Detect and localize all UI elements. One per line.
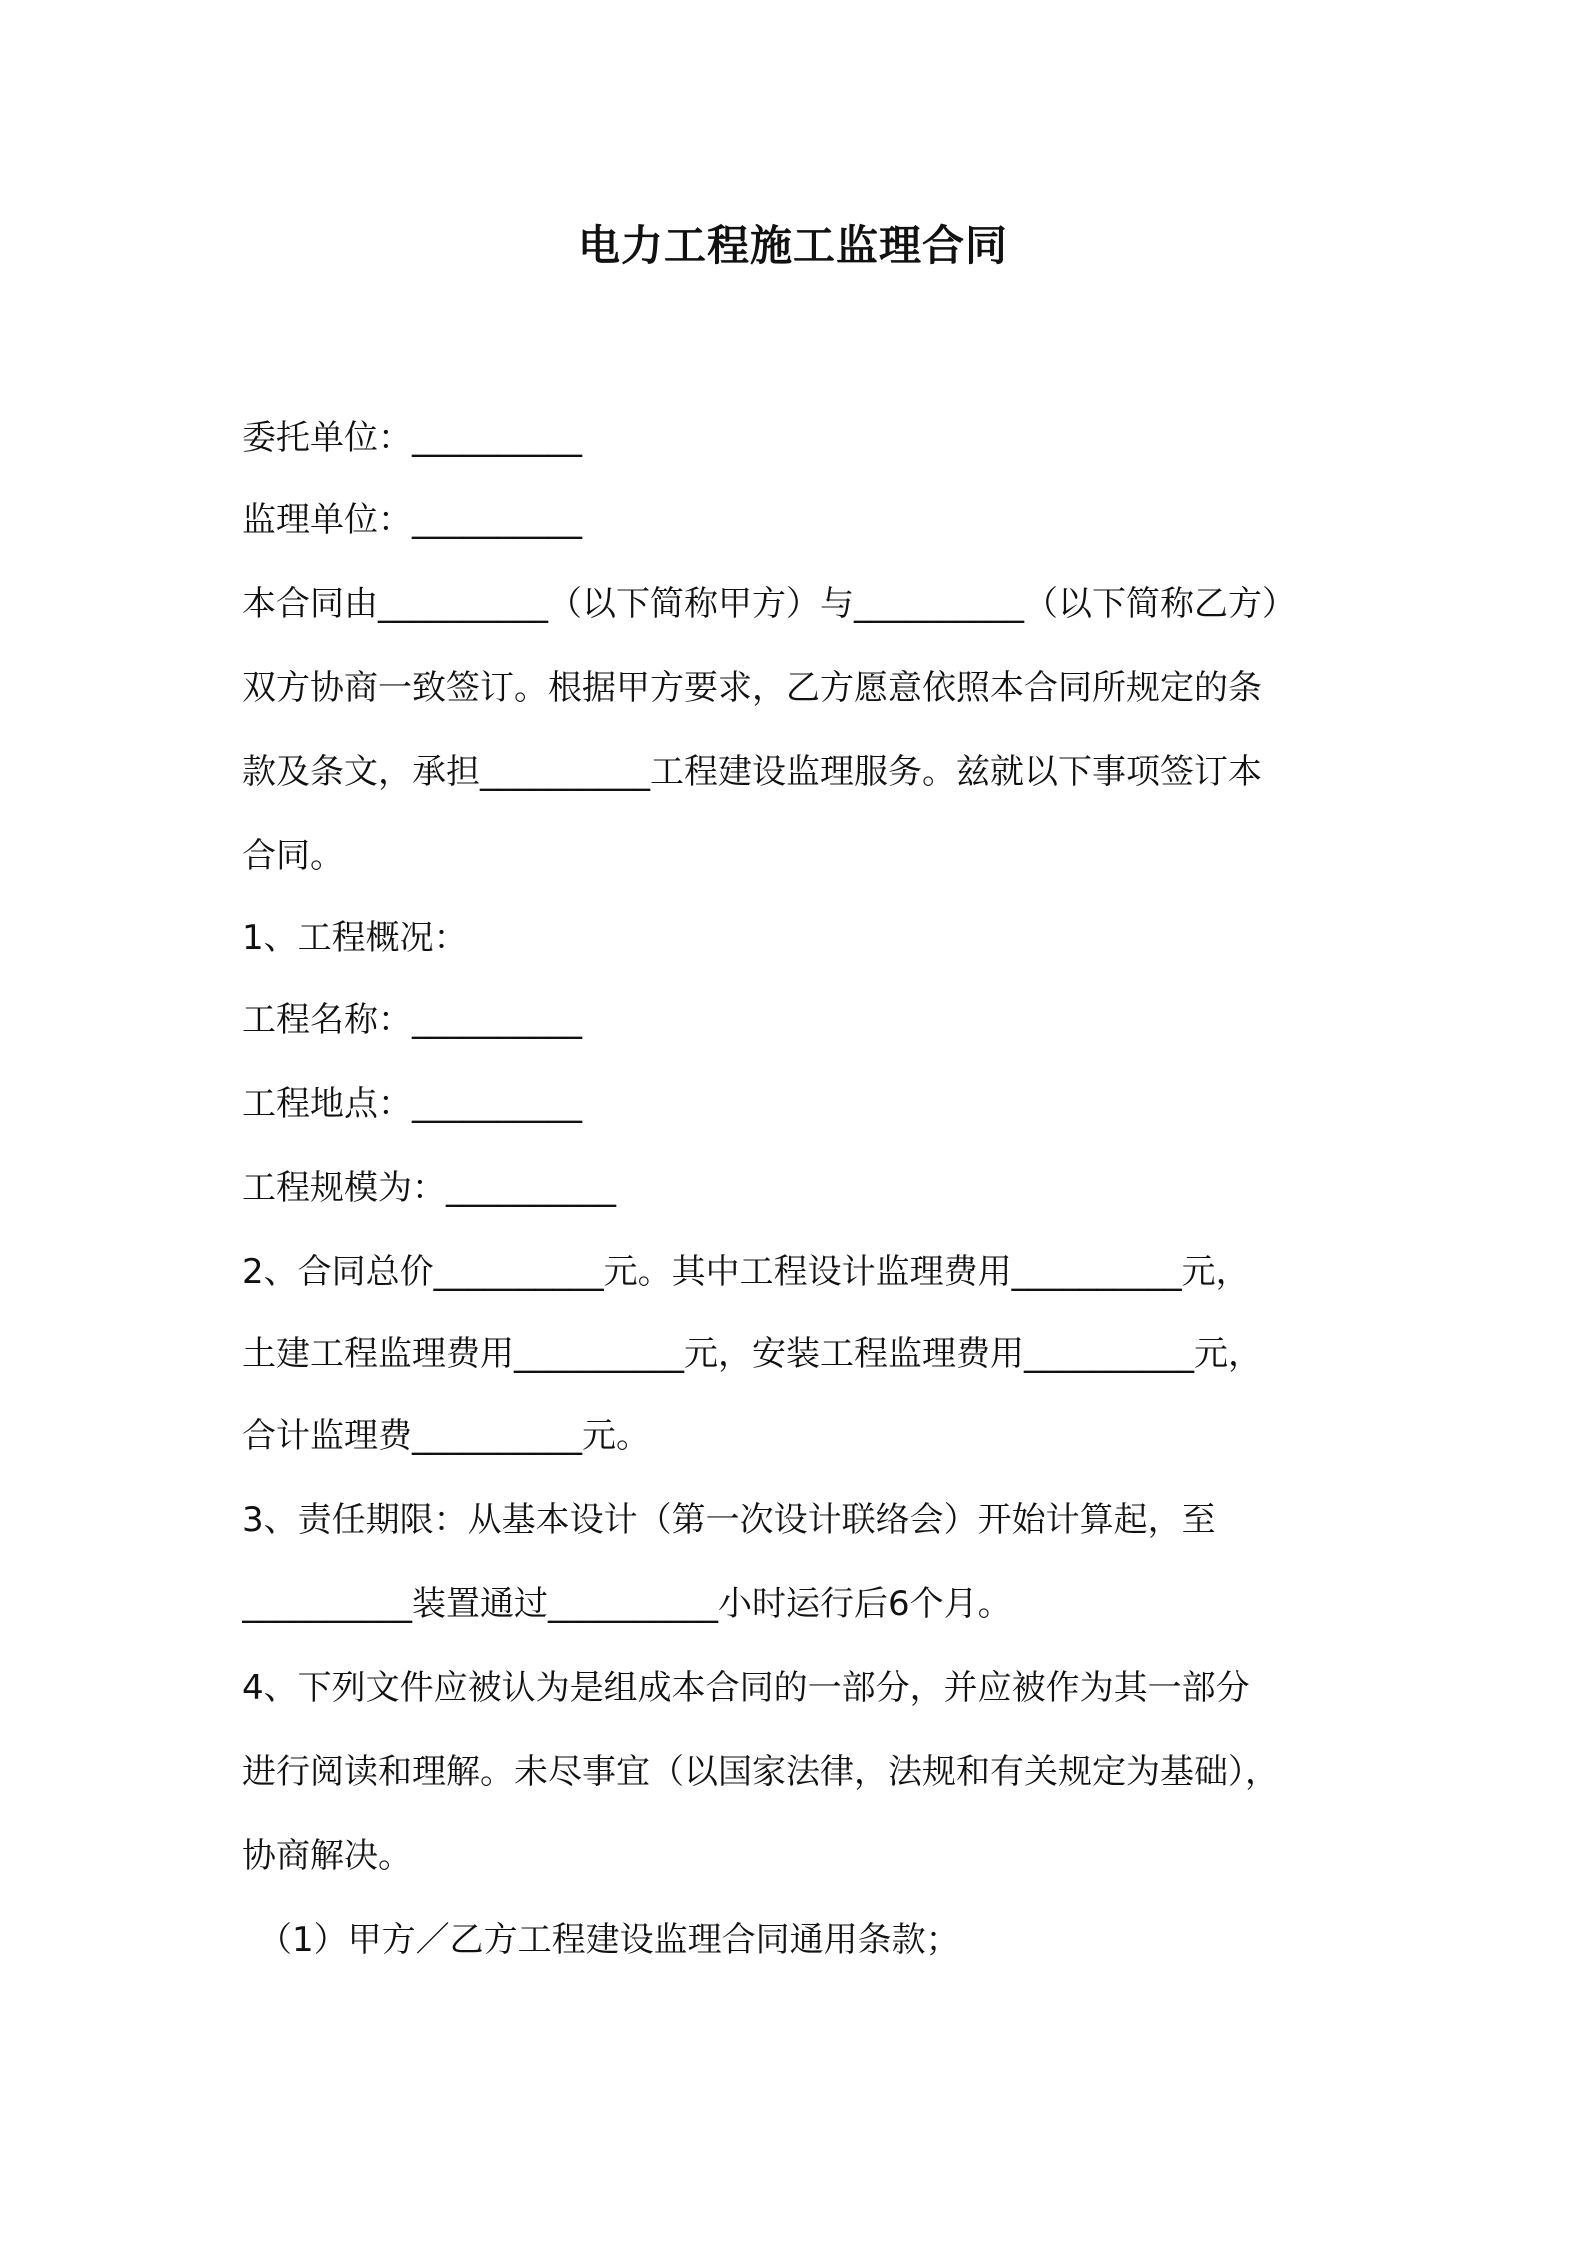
- project-scale-line: 工程规模为：__________: [242, 1168, 616, 1208]
- section-3-line-2: __________装置通过__________小时运行后6个月。: [242, 1584, 1012, 1624]
- client-unit-line: 委托单位：__________: [242, 418, 582, 458]
- subitem-1-line: （1）甲方／乙方工程建设监理合同通用条款；: [258, 1920, 960, 1960]
- section-3-line-1: 3、责任期限：从基本设计（第一次设计联络会）开始计算起，至: [242, 1500, 1216, 1540]
- document-title: 电力工程施工监理合同: [577, 221, 1008, 270]
- supervisor-unit-line: 监理单位：__________: [242, 500, 582, 540]
- section-4-line-3: 协商解决。: [242, 1836, 412, 1876]
- section-2-line-2: 土建工程监理费用__________元，安装工程监理费用__________元，: [242, 1334, 1262, 1374]
- section-1-heading: 1、工程概况：: [242, 918, 468, 958]
- intro-paragraph-line-3: 款及条文，承担__________工程建设监理服务。兹就以下事项签订本: [242, 752, 1262, 792]
- section-4-line-1: 4、下列文件应被认为是组成本合同的一部分，并应被作为其一部分: [242, 1668, 1250, 1708]
- intro-paragraph-line-1: 本合同由__________（以下简称甲方）与__________（以下简称乙方）: [242, 584, 1296, 624]
- intro-paragraph-line-4: 合同。: [242, 836, 344, 876]
- project-location-line: 工程地点：__________: [242, 1084, 582, 1124]
- intro-paragraph-line-2: 双方协商一致签订。根据甲方要求，乙方愿意依照本合同所规定的条: [242, 668, 1262, 708]
- section-4-line-2: 进行阅读和理解。未尽事宜（以国家法律，法规和有关规定为基础），: [242, 1752, 1279, 1792]
- section-2-line-1: 2、合同总价__________元。其中工程设计监理费用__________元，: [242, 1252, 1250, 1292]
- section-2-line-3: 合计监理费__________元。: [242, 1416, 650, 1456]
- project-name-line: 工程名称：__________: [242, 1000, 582, 1040]
